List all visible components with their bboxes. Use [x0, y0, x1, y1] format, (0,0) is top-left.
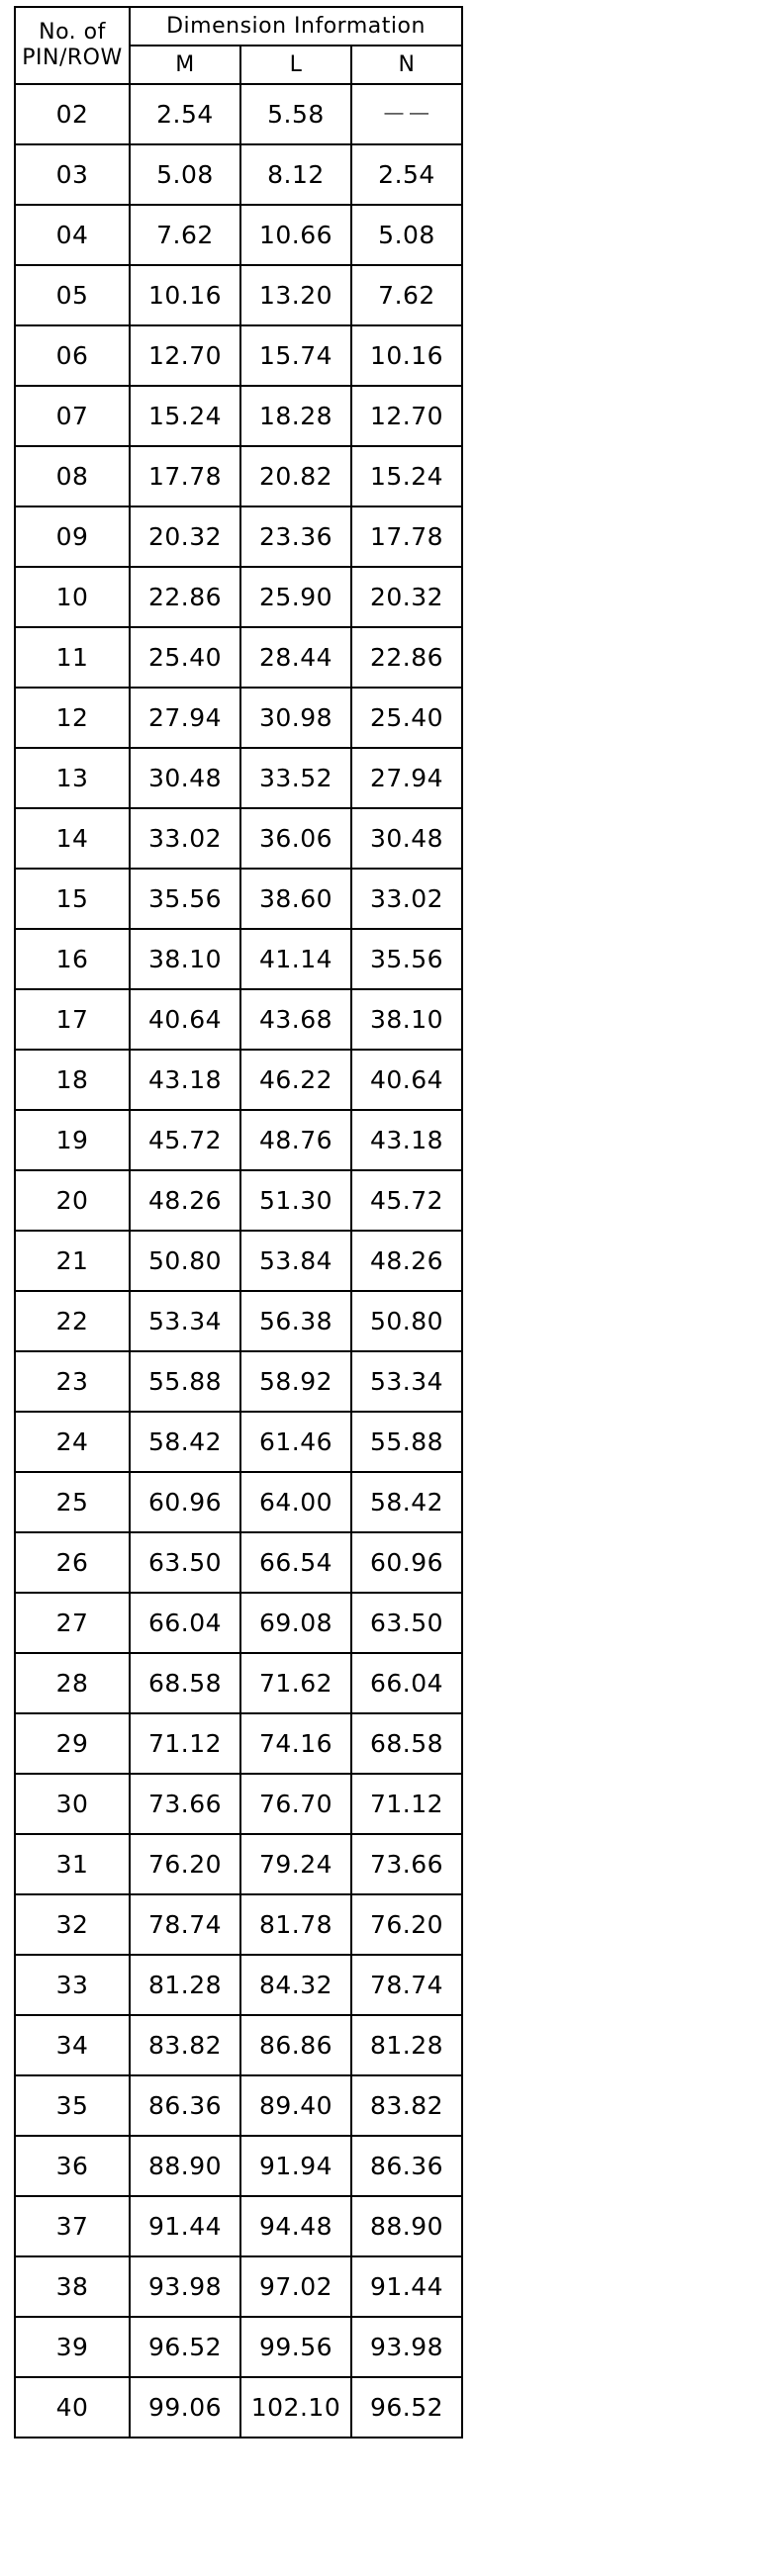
cell-pins-per-row: 07: [15, 386, 130, 446]
cell-dimension-n: －－: [351, 84, 462, 144]
table-row: [15, 1653, 462, 1713]
table-row: [15, 808, 462, 869]
cell-dimension-n: 27.94: [351, 748, 462, 808]
cell-dimension-n: 71.12: [351, 1774, 462, 1834]
cell-dimension-l: 61.46: [240, 1412, 351, 1472]
cell-pins-per-row: 21: [15, 1231, 130, 1291]
cell-dimension-m: 93.98: [130, 2256, 240, 2317]
cell-pins-per-row: 12: [15, 688, 130, 748]
cell-dimension-l: 97.02: [240, 2256, 351, 2317]
table-row: [15, 1291, 462, 1351]
cell-dimension-m: 15.24: [130, 386, 240, 446]
cell-dimension-m: 58.42: [130, 1412, 240, 1472]
cell-pins-per-row: 04: [15, 205, 130, 265]
table-row: [15, 1955, 462, 2015]
table-row: [15, 1110, 462, 1170]
table-row: [15, 1472, 462, 1532]
cell-dimension-l: 41.14: [240, 929, 351, 989]
cell-dimension-m: 83.82: [130, 2015, 240, 2075]
cell-dimension-n: 17.78: [351, 506, 462, 567]
table-row: [15, 1170, 462, 1231]
cell-dimension-l: 76.70: [240, 1774, 351, 1834]
cell-pins-per-row: 23: [15, 1351, 130, 1412]
cell-dimension-n: 38.10: [351, 989, 462, 1050]
cell-dimension-l: 48.76: [240, 1110, 351, 1170]
cell-pins-per-row: 09: [15, 506, 130, 567]
cell-pins-per-row: 17: [15, 989, 130, 1050]
cell-dimension-m: 48.26: [130, 1170, 240, 1231]
cell-dimension-n: 5.08: [351, 205, 462, 265]
table-row: [15, 1050, 462, 1110]
cell-dimension-m: 86.36: [130, 2075, 240, 2136]
cell-pins-per-row: 03: [15, 144, 130, 205]
cell-pins-per-row: 40: [15, 2377, 130, 2438]
cell-pins-per-row: 20: [15, 1170, 130, 1231]
cell-dimension-l: 25.90: [240, 567, 351, 627]
cell-dimension-l: 51.30: [240, 1170, 351, 1231]
cell-dimension-m: 60.96: [130, 1472, 240, 1532]
cell-dimension-m: 63.50: [130, 1532, 240, 1593]
cell-dimension-n: 76.20: [351, 1894, 462, 1955]
table-row: [15, 2256, 462, 2317]
header-pins-line2: PIN/ROW: [22, 46, 123, 70]
table-row: [15, 1593, 462, 1653]
cell-dimension-m: 33.02: [130, 808, 240, 869]
cell-dimension-l: 20.82: [240, 446, 351, 506]
cell-dimension-l: 91.94: [240, 2136, 351, 2196]
cell-dimension-n: 25.40: [351, 688, 462, 748]
table-row: [15, 688, 462, 748]
cell-dimension-m: 73.66: [130, 1774, 240, 1834]
cell-pins-per-row: 37: [15, 2196, 130, 2256]
table-header-row-1: [15, 7, 462, 46]
cell-dimension-l: 15.74: [240, 325, 351, 386]
cell-pins-per-row: 25: [15, 1472, 130, 1532]
cell-dimension-l: 58.92: [240, 1351, 351, 1412]
table-row: [15, 989, 462, 1050]
cell-dimension-m: 78.74: [130, 1894, 240, 1955]
cell-dimension-m: 71.12: [130, 1713, 240, 1774]
table-row: [15, 567, 462, 627]
cell-pins-per-row: 36: [15, 2136, 130, 2196]
table-row: [15, 2317, 462, 2377]
cell-pins-per-row: 19: [15, 1110, 130, 1170]
cell-dimension-m: 12.70: [130, 325, 240, 386]
cell-dimension-n: 96.52: [351, 2377, 462, 2438]
cell-pins-per-row: 30: [15, 1774, 130, 1834]
cell-dimension-n: 53.34: [351, 1351, 462, 1412]
cell-dimension-l: 64.00: [240, 1472, 351, 1532]
cell-pins-per-row: 27: [15, 1593, 130, 1653]
cell-dimension-n: 91.44: [351, 2256, 462, 2317]
cell-pins-per-row: 39: [15, 2317, 130, 2377]
cell-dimension-l: 18.28: [240, 386, 351, 446]
cell-dimension-m: 35.56: [130, 869, 240, 929]
cell-pins-per-row: 15: [15, 869, 130, 929]
table-row: [15, 2136, 462, 2196]
cell-dimension-l: 99.56: [240, 2317, 351, 2377]
cell-dimension-m: 43.18: [130, 1050, 240, 1110]
cell-dimension-n: 93.98: [351, 2317, 462, 2377]
cell-dimension-n: 15.24: [351, 446, 462, 506]
table-row: [15, 205, 462, 265]
cell-dimension-n: 12.70: [351, 386, 462, 446]
cell-pins-per-row: 13: [15, 748, 130, 808]
cell-dimension-l: 13.20: [240, 265, 351, 325]
cell-pins-per-row: 31: [15, 1834, 130, 1894]
table-row: [15, 325, 462, 386]
cell-dimension-m: 38.10: [130, 929, 240, 989]
cell-dimension-n: 35.56: [351, 929, 462, 989]
cell-dimension-l: 71.62: [240, 1653, 351, 1713]
cell-pins-per-row: 14: [15, 808, 130, 869]
cell-dimension-m: 96.52: [130, 2317, 240, 2377]
cell-dimension-l: 74.16: [240, 1713, 351, 1774]
table-row: [15, 1231, 462, 1291]
cell-dimension-l: 5.58: [240, 84, 351, 144]
cell-dimension-m: 5.08: [130, 144, 240, 205]
cell-dimension-l: 8.12: [240, 144, 351, 205]
cell-dimension-n: 2.54: [351, 144, 462, 205]
table-row: [15, 1351, 462, 1412]
cell-dimension-n: 58.42: [351, 1472, 462, 1532]
cell-dimension-l: 81.78: [240, 1894, 351, 1955]
cell-dimension-l: 89.40: [240, 2075, 351, 2136]
header-dimension-information: Dimension Information: [130, 7, 462, 46]
table-row: [15, 1713, 462, 1774]
table-row: [15, 2075, 462, 2136]
cell-pins-per-row: 24: [15, 1412, 130, 1472]
cell-pins-per-row: 35: [15, 2075, 130, 2136]
cell-pins-per-row: 34: [15, 2015, 130, 2075]
cell-pins-per-row: 16: [15, 929, 130, 989]
cell-dimension-n: 86.36: [351, 2136, 462, 2196]
cell-dimension-l: 23.36: [240, 506, 351, 567]
table-row: [15, 446, 462, 506]
cell-dimension-n: 43.18: [351, 1110, 462, 1170]
cell-dimension-n: 66.04: [351, 1653, 462, 1713]
cell-dimension-l: 46.22: [240, 1050, 351, 1110]
cell-dimension-m: 99.06: [130, 2377, 240, 2438]
cell-pins-per-row: 26: [15, 1532, 130, 1593]
cell-dimension-m: 22.86: [130, 567, 240, 627]
dimension-information-table: [14, 6, 463, 2438]
cell-dimension-n: 20.32: [351, 567, 462, 627]
cell-pins-per-row: 32: [15, 1894, 130, 1955]
cell-dimension-n: 60.96: [351, 1532, 462, 1593]
table-row: [15, 627, 462, 688]
cell-dimension-n: 83.82: [351, 2075, 462, 2136]
cell-dimension-l: 56.38: [240, 1291, 351, 1351]
table-row: [15, 1774, 462, 1834]
cell-dimension-n: 55.88: [351, 1412, 462, 1472]
cell-dimension-l: 33.52: [240, 748, 351, 808]
cell-dimension-l: 43.68: [240, 989, 351, 1050]
cell-dimension-l: 28.44: [240, 627, 351, 688]
cell-dimension-l: 102.10: [240, 2377, 351, 2438]
table-row: [15, 2377, 462, 2438]
cell-dimension-l: 86.86: [240, 2015, 351, 2075]
cell-dimension-m: 20.32: [130, 506, 240, 567]
cell-dimension-l: 38.60: [240, 869, 351, 929]
cell-pins-per-row: 38: [15, 2256, 130, 2317]
table-row: [15, 2196, 462, 2256]
cell-dimension-n: 68.58: [351, 1713, 462, 1774]
cell-pins-per-row: 22: [15, 1291, 130, 1351]
table-row: [15, 869, 462, 929]
cell-pins-per-row: 02: [15, 84, 130, 144]
cell-dimension-m: 2.54: [130, 84, 240, 144]
cell-dimension-n: 50.80: [351, 1291, 462, 1351]
header-col-n: N: [351, 46, 462, 84]
cell-dimension-n: 48.26: [351, 1231, 462, 1291]
cell-dimension-l: 36.06: [240, 808, 351, 869]
table-row: [15, 748, 462, 808]
cell-dimension-l: 94.48: [240, 2196, 351, 2256]
cell-dimension-m: 68.58: [130, 1653, 240, 1713]
cell-dimension-m: 66.04: [130, 1593, 240, 1653]
table-row: [15, 265, 462, 325]
cell-pins-per-row: 06: [15, 325, 130, 386]
cell-dimension-m: 76.20: [130, 1834, 240, 1894]
cell-dimension-m: 53.34: [130, 1291, 240, 1351]
cell-dimension-m: 30.48: [130, 748, 240, 808]
cell-dimension-m: 7.62: [130, 205, 240, 265]
header-pins-per-row: [15, 7, 130, 84]
cell-dimension-m: 40.64: [130, 989, 240, 1050]
table-row: [15, 506, 462, 567]
header-col-m: M: [130, 46, 240, 84]
cell-dimension-n: 30.48: [351, 808, 462, 869]
table-row: [15, 84, 462, 144]
cell-dimension-n: 88.90: [351, 2196, 462, 2256]
cell-dimension-n: 33.02: [351, 869, 462, 929]
cell-dimension-l: 69.08: [240, 1593, 351, 1653]
table-row: [15, 2015, 462, 2075]
cell-dimension-l: 66.54: [240, 1532, 351, 1593]
cell-dimension-m: 50.80: [130, 1231, 240, 1291]
cell-pins-per-row: 05: [15, 265, 130, 325]
cell-dimension-n: 10.16: [351, 325, 462, 386]
cell-pins-per-row: 29: [15, 1713, 130, 1774]
cell-dimension-m: 25.40: [130, 627, 240, 688]
table-row: [15, 386, 462, 446]
cell-pins-per-row: 10: [15, 567, 130, 627]
table-row: [15, 1412, 462, 1472]
cell-dimension-m: 55.88: [130, 1351, 240, 1412]
cell-pins-per-row: 11: [15, 627, 130, 688]
cell-dimension-l: 53.84: [240, 1231, 351, 1291]
cell-dimension-n: 40.64: [351, 1050, 462, 1110]
cell-dimension-m: 27.94: [130, 688, 240, 748]
cell-dimension-n: 78.74: [351, 1955, 462, 2015]
cell-dimension-n: 7.62: [351, 265, 462, 325]
cell-dimension-m: 45.72: [130, 1110, 240, 1170]
cell-dimension-m: 91.44: [130, 2196, 240, 2256]
cell-dimension-n: 45.72: [351, 1170, 462, 1231]
table-body: [15, 84, 462, 2438]
cell-dimension-m: 10.16: [130, 265, 240, 325]
table-row: [15, 1834, 462, 1894]
header-pins-line1: No. of: [39, 20, 106, 45]
cell-dimension-m: 88.90: [130, 2136, 240, 2196]
cell-dimension-m: 17.78: [130, 446, 240, 506]
cell-dimension-l: 79.24: [240, 1834, 351, 1894]
cell-pins-per-row: 33: [15, 1955, 130, 2015]
cell-dimension-m: 81.28: [130, 1955, 240, 2015]
header-col-l: L: [240, 46, 351, 84]
cell-dimension-l: 30.98: [240, 688, 351, 748]
cell-pins-per-row: 18: [15, 1050, 130, 1110]
cell-dimension-n: 81.28: [351, 2015, 462, 2075]
cell-dimension-n: 22.86: [351, 627, 462, 688]
cell-dimension-n: 73.66: [351, 1834, 462, 1894]
cell-dimension-l: 84.32: [240, 1955, 351, 2015]
table-row: [15, 1894, 462, 1955]
cell-pins-per-row: 28: [15, 1653, 130, 1713]
cell-pins-per-row: 08: [15, 446, 130, 506]
cell-dimension-l: 10.66: [240, 205, 351, 265]
table-row: [15, 144, 462, 205]
table-header: [15, 7, 462, 84]
table-row: [15, 1532, 462, 1593]
cell-dimension-n: 63.50: [351, 1593, 462, 1653]
table-row: [15, 929, 462, 989]
